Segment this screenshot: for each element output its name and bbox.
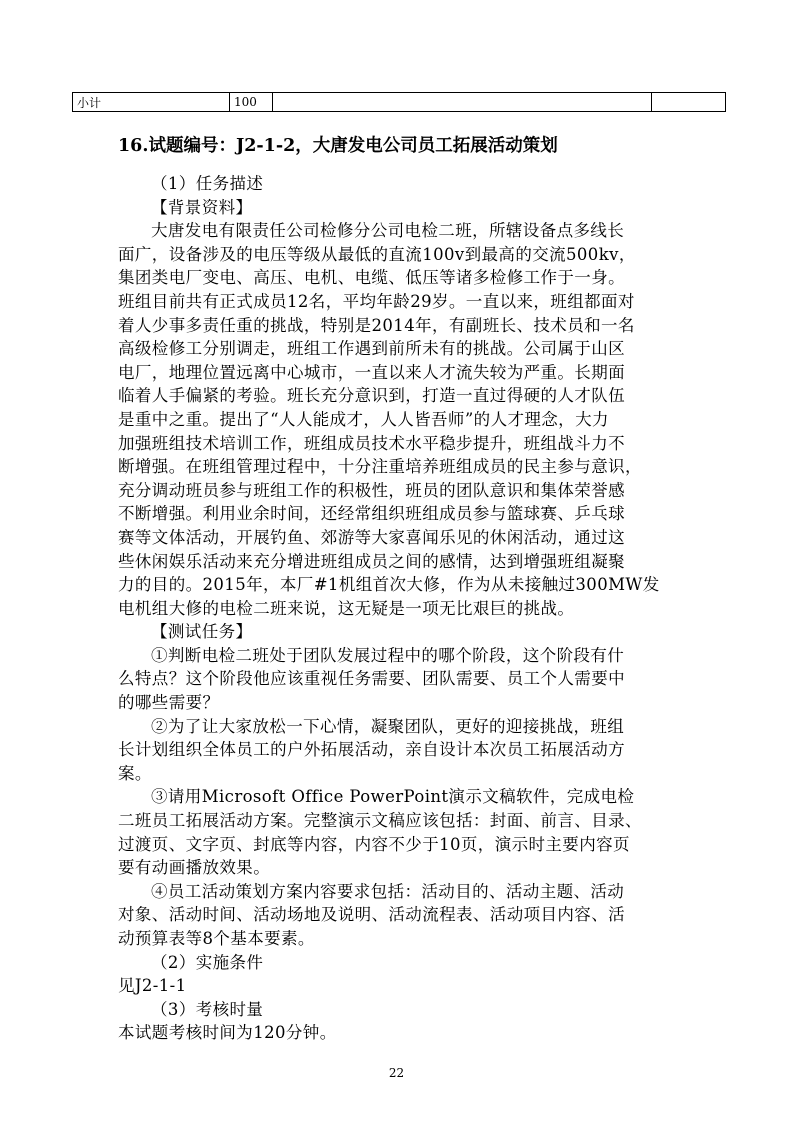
text-line: 大唐发电有限责任公司检修分公司电检二班，所辖设备点多线长 <box>151 221 625 241</box>
text-line: ②为了让大家放松一下心情，凝聚团队，更好的迎接挑战，班组 <box>151 716 625 736</box>
text-line: 长计划组织全体员工的户外拓展活动，亲自设计本次员工拓展活动方 <box>118 740 625 760</box>
text-line: 高级检修工分别调走，班组工作遇到前所未有的挑战。公司属于山区 <box>118 339 625 359</box>
text-line: 动预算表等8个基本要素。 <box>118 929 315 948</box>
text-line: ③请用Microsoft Office PowerPoint演示文稿软件，完成电检 <box>151 787 635 807</box>
text-line: 些休闲娱乐活动来充分增进班组成员之间的感情，达到增强班组凝聚 <box>118 551 625 571</box>
page-number: 22 <box>388 1066 405 1080</box>
text-line: 二班员工拓展活动方案。完整演示文稿应该包括：封面、前言、目录、 <box>118 811 642 831</box>
subtotal-row <box>73 93 726 112</box>
text-line: 集团类电厂变电、高压、电机、电缆、低压等诸多检修工作于一身。 <box>118 268 625 288</box>
text-line: 不断增强。利用业余时间，还经常组织班组成员参与篮球赛、乒乓球 <box>118 504 625 524</box>
text-line: ④员工活动策划方案内容要求包括：活动目的、活动主题、活动 <box>151 881 625 901</box>
text-line: 充分调动班员参与班组工作的积极性，班员的团队意识和集体荣誉感 <box>118 480 625 500</box>
text-line: ①判断电检二班处于团队发展过程中的哪个阶段，这个阶段有什 <box>151 645 625 665</box>
text-line: 么特点？这个阶段他应该重视任务需要、团队需要、员工个人需要中 <box>118 669 625 689</box>
score-table-fragment <box>72 92 726 112</box>
text-line: （3）考核时量 <box>151 999 264 1019</box>
subtotal-value-cell: 100 <box>230 93 273 112</box>
subtotal-label-cell: 小计 <box>73 93 230 112</box>
text-line: 电机组大修的电检二班来说，这无疑是一项无比艰巨的挑战。 <box>118 598 575 618</box>
text-line: 【测试任务】 <box>151 622 253 642</box>
text-line: （2）实施条件 <box>151 952 264 972</box>
text-line: 的哪些需要？ <box>118 693 220 713</box>
text-line: 本试题考核时间为120分钟。 <box>118 1023 337 1043</box>
text-line: 案。 <box>118 763 152 783</box>
text-line: 着人少事多责任重的挑战，特别是2014年，有副班长、技术员和一名 <box>118 315 635 335</box>
empty-cell-1 <box>273 93 652 112</box>
text-line: （1）任务描述 <box>151 174 264 193</box>
text-line: 加强班组技术培训工作，班组成员技术水平稳步提升，班组战斗力不 <box>118 433 625 453</box>
text-line: 【背景资料】 <box>151 197 253 217</box>
question-content <box>118 172 678 1045</box>
text-line: 赛等文体活动，开展钓鱼、郊游等大家喜闻乐见的休闲活动，通过这 <box>118 527 625 547</box>
text-line: 断增强。在班组管理过程中，十分注重培养班组成员的民主参与意识， <box>118 457 642 477</box>
question-heading: 16.试题编号：J2-1-2，大唐发电公司员工拓展活动策划 <box>118 136 558 156</box>
text-line: 是重中之重。提出了“人人能成才，人人皆吾师”的人才理念，大力 <box>118 409 609 429</box>
text-line: 班组目前共有正式成员12名，平均年龄29岁。一直以来，班组都面对 <box>118 291 635 311</box>
text-line: 面广，设备涉及的电压等级从最低的直流100v到最高的交流500kv， <box>118 244 636 264</box>
text-line: 电厂，地理位置远离中心城市，一直以来人才流失较为严重。长期面 <box>118 362 625 382</box>
empty-cell-2 <box>652 93 726 112</box>
text-line: 对象、活动时间、活动场地及说明、活动流程表、活动项目内容、活 <box>118 905 625 925</box>
text-line: 见J2-1-1 <box>118 976 187 996</box>
text-line: 要有动画播放效果。 <box>118 858 271 878</box>
text-line: 过渡页、文字页、封底等内容，内容不少于10页，演示时主要内容页 <box>118 834 630 854</box>
text-line: 力的目的。2015年，本厂#1机组首次大修，作为从未接触过300MW发 <box>118 575 660 595</box>
text-line: 临着人手偏紧的考验。班长充分意识到，打造一直过得硬的人才队伍 <box>118 386 625 406</box>
